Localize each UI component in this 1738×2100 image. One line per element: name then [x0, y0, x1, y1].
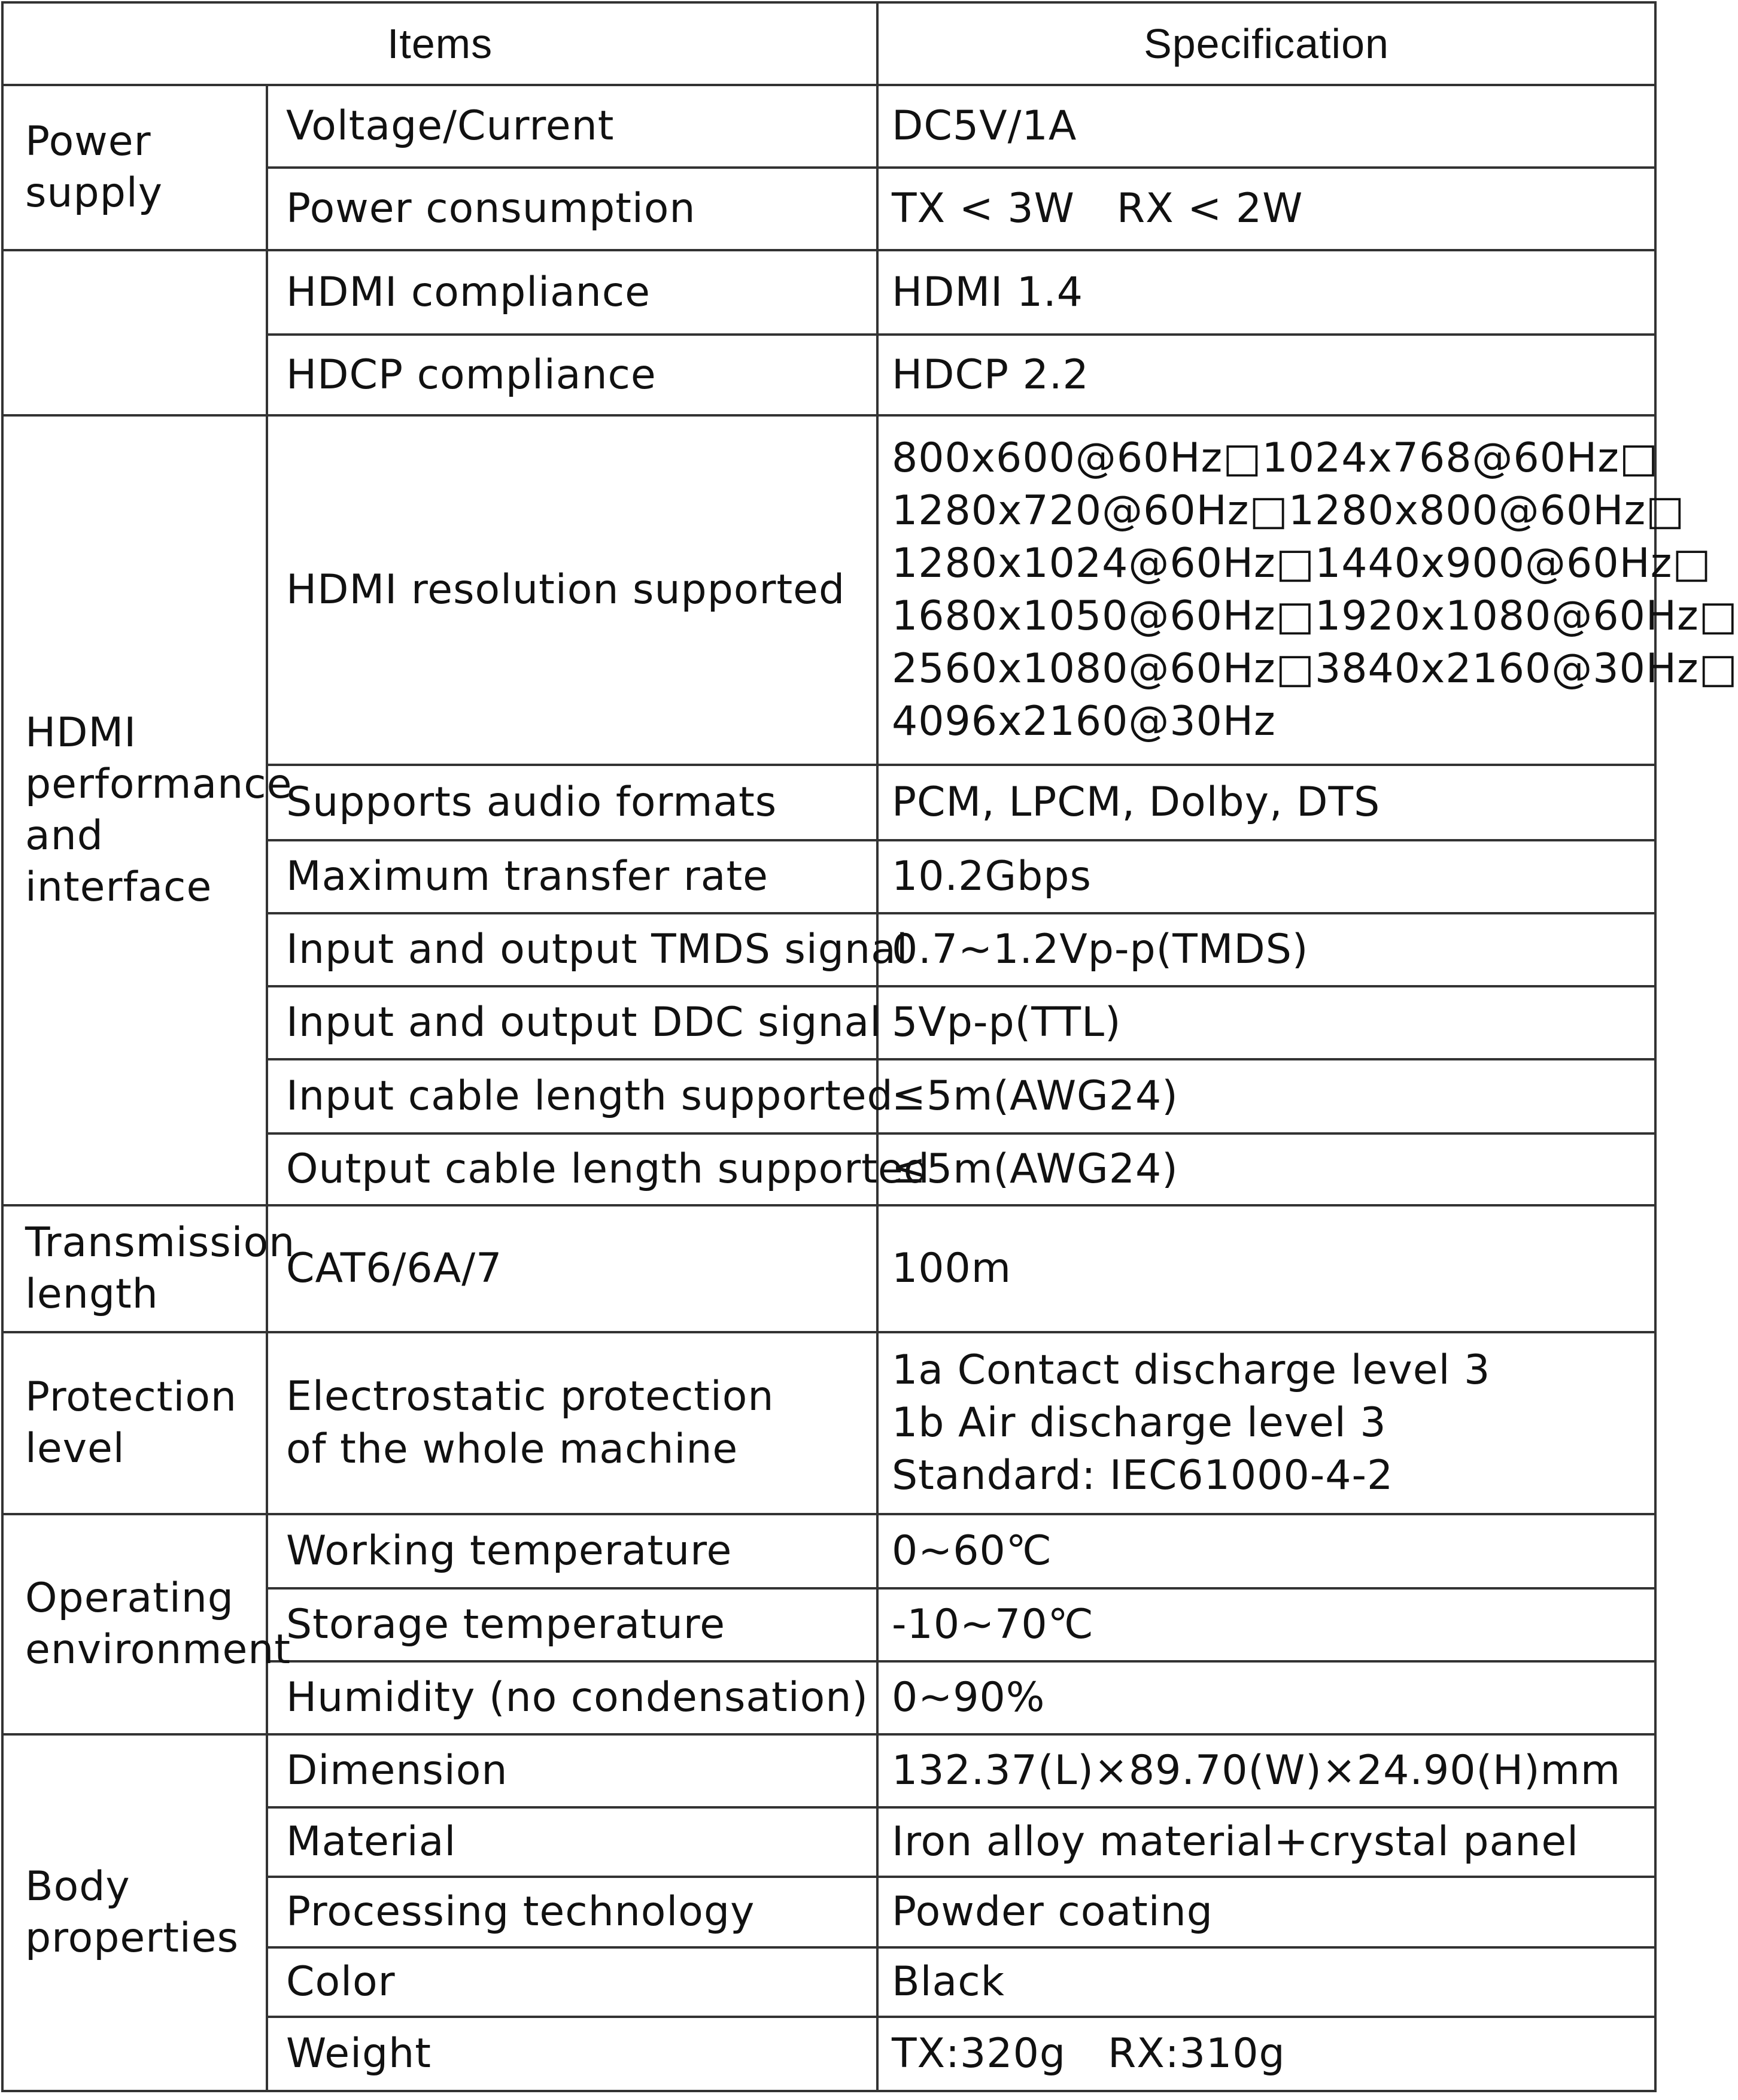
item-hdcp-compliance: HDCP compliance: [267, 335, 877, 415]
value-audio-formats: PCM, LPCM, Dolby, DTS: [877, 765, 1655, 840]
group-label-line: performance: [25, 761, 293, 808]
resolution-line: 1280x1024@60Hz□1440x900@60Hz□: [892, 540, 1712, 587]
resolution-line: 2560x1080@60Hz□3840x2160@30Hz□: [892, 645, 1738, 692]
protection-line: Standard: IEC61000-4-2: [892, 1452, 1394, 1499]
table-row: [2, 415, 1655, 765]
group-operating-environment: [2, 1514, 291, 1734]
value-hdcp-compliance: HDCP 2.2: [877, 335, 1655, 415]
group-body-properties: [2, 1734, 267, 2091]
group-label-line: Transmission: [25, 1219, 296, 1266]
value-processing-technology: Powder coating: [877, 1877, 1655, 1947]
item-weight: Weight: [267, 2017, 877, 2091]
value-hdmi-compliance: HDMI 1.4: [877, 250, 1655, 335]
group-label-line: environment: [25, 1626, 291, 1673]
table-row: [2, 1332, 1655, 1514]
item-transfer-rate: Maximum transfer rate: [267, 840, 877, 913]
group-label-line: and interface: [25, 812, 212, 911]
value-color: Black: [877, 1947, 1655, 2017]
protection-line: 1b Air discharge level 3: [892, 1399, 1387, 1446]
item-ddc-signal: Input and output DDC signal: [267, 986, 877, 1059]
resolution-line: 800x600@60Hz□1024x768@60Hz□: [892, 434, 1659, 482]
header-specification: Specification: [877, 2, 1655, 85]
value-tx: TX:320g: [892, 2030, 1066, 2077]
value-ddc-signal: 5Vp-p(TTL): [877, 986, 1655, 1059]
item-power-consumption: Power consumption: [267, 168, 877, 250]
group-transmission-length: [2, 1205, 296, 1332]
item-input-cable: Input cable length supported: [267, 1059, 877, 1133]
group-label-line: properties: [25, 1914, 239, 1962]
group-label-line: Operating: [25, 1575, 234, 1622]
value-rx: RX < 2W: [1116, 185, 1304, 232]
item-humidity: Humidity (no condensation): [267, 1661, 877, 1734]
value-transfer-rate: 10.2Gbps: [877, 840, 1655, 913]
protection-line: 1a Contact discharge level 3: [892, 1347, 1491, 1394]
value-transmission-length: 100m: [877, 1205, 1655, 1332]
value-input-cable: ≤5m(AWG24): [877, 1059, 1655, 1133]
item-voltage-current: Voltage/Current: [267, 85, 877, 168]
value-voltage-current: DC5V/1A: [877, 85, 1655, 168]
item-processing-technology: Processing technology: [267, 1877, 877, 1947]
item-hdmi-resolution: HDMI resolution supported: [267, 415, 877, 765]
group-empty: [2, 250, 267, 415]
item-electrostatic-protection: [267, 1332, 877, 1514]
value-working-temperature: 0~60℃: [877, 1514, 1655, 1588]
group-label-line: supply: [25, 169, 163, 217]
item-output-cable: Output cable length supported: [267, 1133, 877, 1205]
item-line: Electrostatic protection: [286, 1373, 774, 1420]
value-tx: TX < 3W: [892, 185, 1075, 232]
value-output-cable: ≤5m(AWG24): [877, 1133, 1655, 1205]
item-storage-temperature: Storage temperature: [267, 1588, 877, 1661]
group-label-line: Protection: [25, 1373, 238, 1421]
item-cable-category: CAT6/6A/7: [267, 1205, 877, 1332]
value-humidity: 0~90%: [877, 1661, 1655, 1734]
item-dimension: Dimension: [267, 1734, 877, 1807]
group-label-line: Power: [25, 118, 151, 165]
item-line: of the whole machine: [286, 1426, 739, 1473]
value-storage-temperature: -10~70℃: [877, 1588, 1655, 1661]
group-power-supply: [2, 85, 267, 250]
value-power-consumption: [877, 168, 1655, 250]
table-row: [2, 85, 1655, 168]
value-tmds-signal: 0.7~1.2Vp-p(TMDS): [877, 913, 1655, 986]
resolution-line: 4096x2160@30Hz: [892, 698, 1276, 745]
value-rx: RX:310g: [1108, 2030, 1286, 2077]
value-electrostatic-protection: [877, 1332, 1655, 1514]
item-hdmi-compliance: HDMI compliance: [267, 250, 877, 335]
item-working-temperature: Working temperature: [267, 1514, 877, 1588]
value-material: Iron alloy material+crystal panel: [877, 1807, 1655, 1877]
resolution-line: 1280x720@60Hz□1280x800@60Hz□: [892, 487, 1685, 534]
value-dimension: 132.37(L)×89.70(W)×24.90(H)mm: [877, 1734, 1655, 1807]
group-hdmi-performance: [2, 415, 293, 1205]
group-label-line: level: [25, 1425, 125, 1472]
group-label-line: Body: [25, 1863, 130, 1910]
header-items: Items: [2, 2, 877, 85]
table-row: [2, 1205, 1655, 1332]
table-row: [2, 1514, 1655, 1588]
group-label-line: length: [25, 1271, 159, 1318]
table-row: [2, 250, 1655, 335]
value-hdmi-resolution: [877, 415, 1738, 765]
resolution-line: 1680x1050@60Hz□1920x1080@60Hz□: [892, 592, 1738, 640]
item-tmds-signal: Input and output TMDS signal: [267, 913, 877, 986]
table-row: [2, 1734, 1655, 1807]
group-protection-level: [2, 1332, 267, 1514]
specification-table: [1, 1, 1738, 2092]
item-color: Color: [267, 1947, 877, 2017]
value-weight: [877, 2017, 1655, 2091]
table-header-row: [2, 2, 1655, 85]
item-material: Material: [267, 1807, 877, 1877]
group-label-line: HDMI: [25, 709, 137, 756]
item-audio-formats: Supports audio formats: [267, 765, 877, 840]
